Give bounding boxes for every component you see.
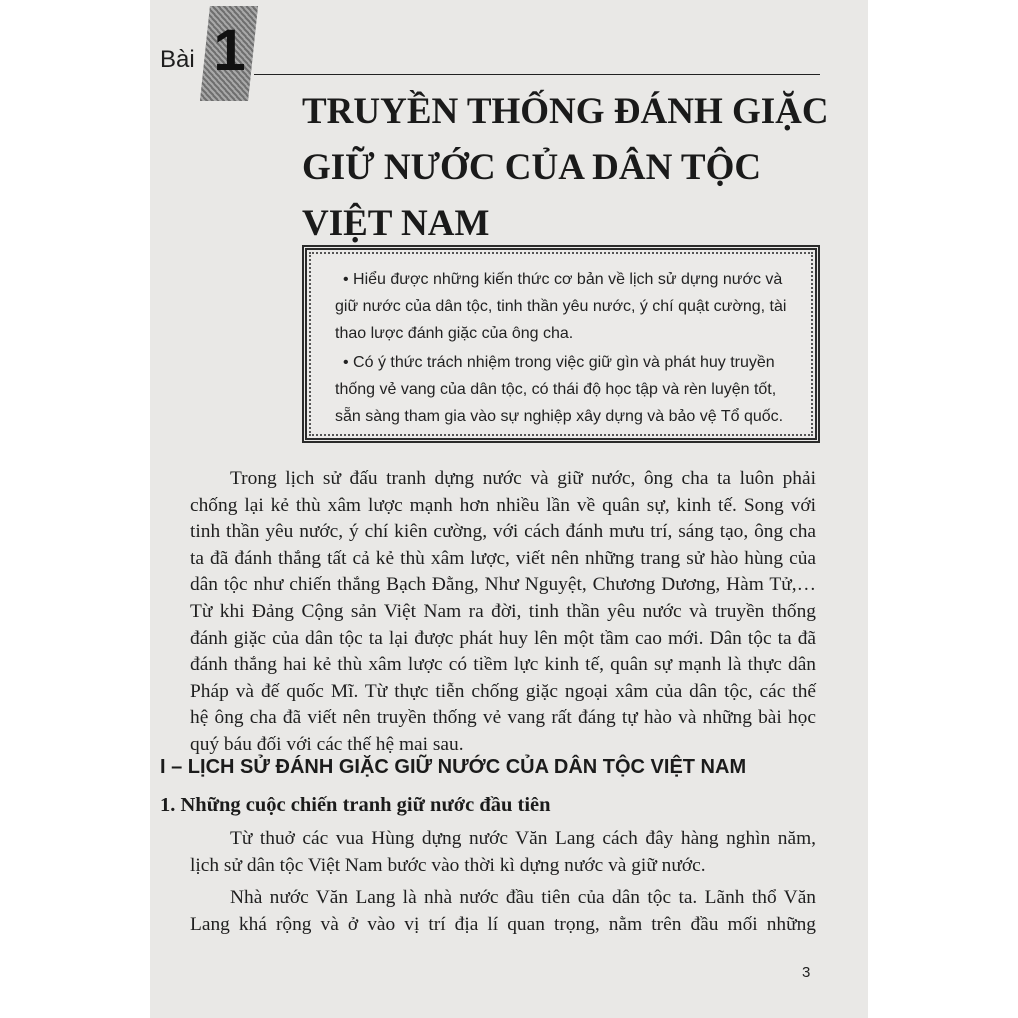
objective-item: • Có ý thức trách nhiệm trong việc giữ gìn và phát huy truyền thống vẻ vang của dân tộc, có thái độ học tập và rèn luyện tốt, sẵn sàng tham gia vào sự nghiệp xây dựng và bảo vệ Tổ quốc.: [335, 354, 784, 425]
text-line: tinh thần yêu nước, ý chí kiên cường, với cách đánh mưu trí, sáng tạo, ông cha: [190, 521, 816, 543]
subsection-body: [190, 826, 816, 938]
title-line: VIỆT NAM: [302, 203, 490, 244]
text-line: Trong lịch sử đấu tranh dựng nước và giữ nước, ông cha ta luôn phải: [230, 468, 816, 489]
text-line: quý báu đối với các thế hệ mai sau.: [190, 733, 464, 755]
subsection-heading: 1. Những cuộc chiến tranh giữ nước đầu tiên: [160, 794, 551, 816]
lesson-number: 1: [213, 18, 246, 83]
lesson-title: [302, 84, 829, 252]
intro-paragraph: [190, 466, 816, 759]
text-line: đánh giặc của dân tộc ta lại được phát huy lên một tầm cao mới. Dân tộc ta đã: [190, 627, 816, 649]
text-line: Từ khi Đảng Cộng sản Việt Nam ra đời, tinh thần yêu nước và truyền thống: [190, 600, 816, 622]
text-line: ta đã đánh thắng tất cả kẻ thù xâm lược, viết nên những trang sử hào hùng của: [190, 547, 816, 569]
objective-item: • Hiểu được những kiến thức cơ bản về lịch sử dựng nước và giữ nước của dân tộc, tinh thần yêu nước, ý chí quật cường, tài thao lược đánh giặc của ông cha.: [335, 271, 787, 342]
text-line: đánh thắng hai kẻ thù xâm lược có tiềm lực kinh tế, quân sự mạnh là thực dân: [190, 654, 816, 676]
page-number: 3: [802, 964, 811, 981]
section-heading: I – LỊCH SỬ ĐÁNH GIẶC GIỮ NƯỚC CỦA DÂN TỘC VIỆT NAM: [160, 756, 747, 778]
text-line: dân tộc như chiến thắng Bạch Đằng, Như Nguyệt, Chương Dương, Hàm Tử,…: [190, 574, 816, 596]
text-line: hệ ông cha đã viết nên truyền thống vẻ vang rất đáng tự hào và những bài học: [190, 707, 816, 729]
title-line: GIỮ NƯỚC CỦA DÂN TỘC: [302, 147, 762, 188]
book-page: [150, 0, 868, 1018]
lesson-label: Bài: [160, 46, 195, 73]
lesson-number-badge: [200, 6, 258, 101]
objectives-box: [302, 245, 820, 443]
title-line: TRUYỀN THỐNG ĐÁNH GIẶC: [302, 91, 829, 132]
text-line: chống lại kẻ thù xâm lược mạnh hơn nhiều lần về quân sự, kinh tế. Song với: [190, 494, 816, 516]
text-line: Lang khá rộng và ở vào vị trí địa lí quan trọng, nằm trên đầu mối những: [190, 913, 816, 935]
text-line: Từ thuở các vua Hùng dựng nước Văn Lang cách đây hàng nghìn năm,: [230, 828, 816, 849]
title-rule: [254, 74, 820, 75]
text-line: Nhà nước Văn Lang là nhà nước đầu tiên của dân tộc ta. Lãnh thổ Văn: [230, 887, 816, 909]
text-line: lịch sử dân tộc Việt Nam bước vào thời kì dựng nước và giữ nước.: [190, 854, 706, 876]
text-line: Pháp và đế quốc Mĩ. Từ thực tiễn chống giặc ngoại xâm của dân tộc, các thế: [190, 680, 816, 702]
